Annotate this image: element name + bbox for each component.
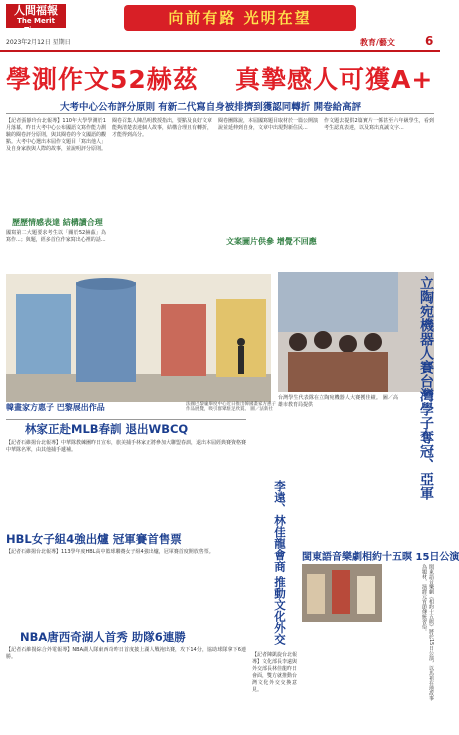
hbl-article-body: 【記者石維揚台北報導】113學年度HBL高中籃球聯賽女子組4強出爐，冠軍賽首度開放售票。 — [6, 549, 214, 555]
newspaper-logo — [6, 4, 66, 34]
drama-photo — [302, 564, 382, 622]
lead-column-2: 閱卷召集人陳昌明教授指出，要點及良好文章能夠清楚表達個人故事，結構合理且有轉折，才能得到高分。 — [112, 118, 213, 138]
lead-column-1: 【記者張靜玲台北報導】110年大學學測於1月落幕，昨日大考中心公布國語文寫作能力測驗的閱卷評分原則，與其閱卷的今文國語的觀點。大考中心選出本屆作文題目「寫出他人」及自身家族與人際的故事，並說明評分原則。 — [6, 118, 107, 152]
lead-column-3: 閱卷團隊說，本屆國寫題目取材於一篇公開演說並延伸到自身，文章中出現對新住民... — [218, 118, 319, 131]
logo-cn: 人間福報 — [14, 4, 58, 17]
exhibit-illustration — [6, 274, 271, 402]
art-exhibit-photo — [6, 274, 271, 402]
drama-article-title: 閩東語音樂劇相約十五暝 15日公演 — [302, 552, 459, 563]
section-name: 教育/藝文 — [360, 38, 395, 47]
hbl-article-title: HBL女子組4強出爐 冠軍賽首售票 — [6, 532, 182, 546]
header-rule — [0, 50, 440, 52]
lead-section-label-2: 文案圖片供參 增覺不回應 — [226, 237, 317, 246]
lead-column-1b: 國寫第二大題要求考生以「關於52赫茲」為寫作...；與題，經多首位作家寫出心裡的話... — [6, 230, 106, 243]
robot-article-body — [278, 418, 434, 543]
drama-article-body-2 — [302, 625, 382, 730]
lead-column-3b — [218, 249, 318, 269]
nba-article-title: NBA唐西奇湖人首秀 助隊6連勝 — [20, 630, 186, 644]
drama-article-body: 閩東語音樂劇《相約十五暝》將於15日公演，以馬祖在地故事為題材，演繹元宵節傳統習俗。 — [421, 564, 434, 701]
culture-diplomacy-title: 李遠、林佳龍會商 推動文化外交 — [273, 480, 287, 646]
subhead-rule — [6, 113, 434, 114]
wbcq-rule — [6, 419, 246, 420]
lead-section-label-1: 歷歷情感表達 結構讀合理 — [12, 218, 103, 227]
logo-en: The Merit Times — [17, 17, 55, 34]
photo-credit: 法國巴黎龐畢度中心近日推出韓國畫家方惠子作品展覽，吸引群眾駐足欣賞。 圖／法新社 — [186, 402, 276, 412]
wbcq-article-body: 【記者石維揚台北報導】中華隊教練團昨日宣布，旅美捕手林家正將參加大聯盟春訓，退出本屆經典賽資格賽中華隊名單，由其他捕手遞補。 — [6, 440, 247, 453]
photo-caption: 韓畫家方惠子 巴黎展出作品 — [6, 403, 105, 412]
subheadline: 大考中心公布評分原則 有新二代寫自身被排擠到獲認同轉折 開卷給高評 — [60, 102, 362, 113]
page-number: 6 — [425, 34, 434, 48]
wbcq-article-title: 林家正赴MLB春訓 退出WBCQ — [25, 422, 189, 436]
culture-diplomacy-body: 【記者陳凱旋台北報導】文化部長李遠與外交部長林佳龍昨日會面，雙方就推動台灣文化外交交換意見。 — [252, 652, 298, 693]
headline-left: 學測作文52赫茲 — [6, 65, 199, 94]
robot-caption: 台灣學生代表隊在立陶宛機器人大賽獲佳績。 圖／高雄市教育局提供 — [278, 395, 398, 408]
drama-stage-illustration — [302, 564, 382, 622]
dateline: 2023年2月12日 星期日 — [6, 39, 71, 46]
headline-right: 真摯感人可獲A+ — [235, 65, 434, 94]
banner-slogan: 向前有路 光明在望 — [124, 5, 356, 31]
robot-article-title: 立陶宛機器人賽台灣學子奪冠、亞軍 — [418, 276, 434, 500]
lead-column-4: 作文題去提供2篇實片一係甚至六年級學生，看到考生認真表達，以及寫出真誠文字... — [324, 118, 434, 131]
nba-article-body: 【記者石維揚綜合外電報導】NBA湖人隊東西奇昨日首度披上湖人戰袍出賽，攻下14分，協助球隊拿下6連勝。 — [6, 647, 246, 660]
